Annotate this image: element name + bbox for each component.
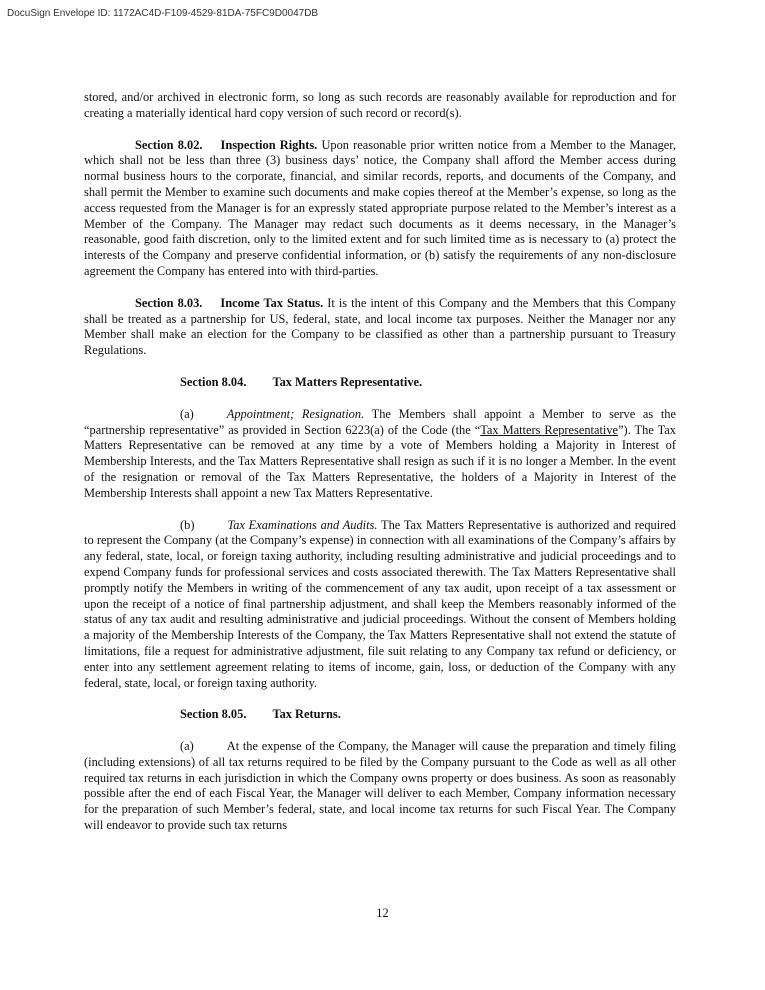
- section-title: Income Tax Status.: [220, 295, 324, 310]
- subsection-title: Appointment; Resignation.: [226, 406, 365, 421]
- section-8-04-heading: [84, 375, 676, 391]
- document-page: [84, 90, 676, 850]
- subsection-label: (a): [180, 739, 194, 754]
- subsection-body: At the expense of the Company, the Manager will cause the preparation and timely filing (including extensions) of all tax returns required to be filed by the Company pursuant to the Code as well as all other required tax returns in each jurisdiction in which the Company owns property or does business. As soon as reasonably possible after the end of each Fiscal Year, the Manager will deliver to each Member, Company information necessary for the preparation of such Member’s federal, state, and local income tax returns for such Fiscal Year. The Company will endeavor to provide such tax returns: [84, 739, 676, 833]
- section-title: Inspection Rights.: [220, 137, 318, 152]
- section-number: Section 8.05.: [180, 707, 247, 722]
- section-8-05-heading: [84, 707, 676, 723]
- section-body: Upon reasonable prior written notice from a Member to the Manager, which shall not be less than three (3) business days’ notice, the Company shall afford the Member access during normal business hours to the corporate, financial, and similar records, reports, and documents of the Company, and shall permit the Member to examine such documents and make copies thereof at the Member’s expense, so long as the access requested from the Manager is for an expressly stated appropriate purpose related to the Member’s interest as a Member of the Company. The Manager may redact such documents as it deems necessary, in the Manager’s reasonable, good faith discretion, only to the limited extent and for such limited time as is necessary to (a) protect the interests of the Company and preserve confidential information, or (b) satisfy the requirements of any non-disclosure agreement the Company has entered into with third-parties.: [84, 137, 676, 278]
- section-title: Tax Matters Representative.: [272, 374, 423, 389]
- section-8-04-a-paragraph: [84, 407, 676, 502]
- page-number: 12: [376, 906, 389, 920]
- section-8-05-a-paragraph: [84, 739, 676, 834]
- section-8-03-paragraph: [84, 296, 676, 359]
- section-8-02-paragraph: [84, 138, 676, 280]
- section-number: Section 8.02.: [135, 137, 203, 152]
- subsection-title: Tax Examinations and Audits.: [227, 517, 378, 532]
- section-body: It is the intent of this Company and the Members that this Company shall be treated as a partnership for US, federal, state, and local income tax purposes. Neither the Manager nor any Member shall make an election for the Company to be classified as other than a partnership pursuant to Treasury Regulations.: [84, 295, 676, 358]
- subsection-body: The Tax Matters Representative is authorized and required to represent the Company (at the Company’s expense) in connection with all examinations of the Company’s affairs by any federal, state, local, or foreign taxing authority, including resulting administrative and judicial proceedings and to expend Company funds for professional services and costs associated therewith. The Tax Matters Representative shall promptly notify the Members in writing of the commencement of any tax audit, upon receipt of a tax assessment or upon the receipt of a notice of final partnership adjustment, and shall keep the Members reasonably informed of the status of any tax audit and resulting administrative and judicial proceedings. Without the consent of Members holding a majority of the Membership Interests of the Company, the Tax Matters Representative shall not extend the statute of limitations, file a request for administrative adjustment, file suit relating to any Company tax refund or deficiency, or enter into any settlement agreement relating to items of income, gain, loss, or deduction of the Company with any federal, state, local, or foreign taxing authority.: [84, 517, 676, 690]
- subsection-label: (b): [180, 517, 195, 532]
- subsection-label: (a): [180, 406, 194, 421]
- section-number: Section 8.03.: [135, 295, 203, 310]
- docusign-envelope-id: DocuSign Envelope ID: 1172AC4D-F109-4529-81DA-75FC9D0047DB: [7, 8, 319, 19]
- subsection-body: ”). The Tax Matters Representative can be removed at any time by a vote of Members holding a Majority in Interest of Membership Interests, and the Tax Matters Representative shall resign as such if it is no longer a Member. In the event of the resignation or removal of the Tax Matters Representative, the holders of a Majority in Interest of the Membership Interests shall appoint a new Tax Matters Representative.: [84, 422, 676, 500]
- section-number: Section 8.04.: [180, 374, 247, 389]
- subsection-body: The Members shall appoint a Member to serve as the “partnership representative” as provided in Section 6223(a) of the Code (the “: [84, 406, 677, 437]
- section-8-04-b-paragraph: [84, 518, 676, 692]
- section-title: Tax Returns.: [272, 707, 341, 722]
- defined-term: Tax Matters Representative: [480, 422, 619, 437]
- continuation-paragraph: stored, and/or archived in electronic form, so long as such records are reasonably available for reproduction and for creating a materially identical hard copy version of such record or record(s).: [84, 90, 676, 120]
